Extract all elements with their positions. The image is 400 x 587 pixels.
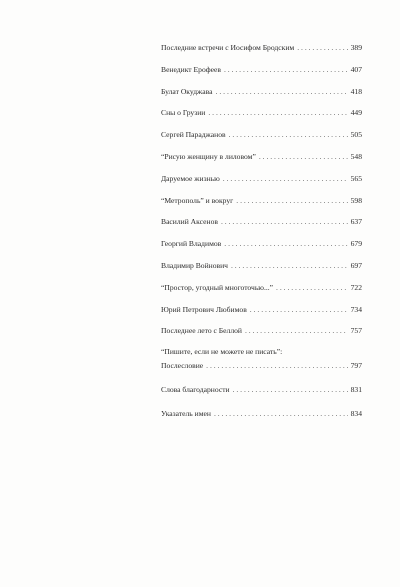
toc-entry-page: 637 bbox=[350, 217, 362, 227]
dot-leader bbox=[236, 193, 347, 209]
dot-leader bbox=[233, 382, 348, 398]
toc-entry-page: 505 bbox=[350, 130, 362, 140]
dot-leader bbox=[206, 358, 347, 374]
epilogue-heading-text: “Пишите, если не можете не писать”: bbox=[161, 347, 283, 357]
dot-leader bbox=[221, 214, 348, 230]
toc-entry-title: Булат Окуджава bbox=[161, 86, 213, 96]
toc-entry bbox=[161, 302, 362, 318]
toc-entry bbox=[161, 62, 362, 78]
toc-entry-title: Последние встречи с Иосифом Бродским bbox=[161, 43, 295, 52]
toc-entry-page: 757 bbox=[350, 326, 362, 336]
toc-entry bbox=[161, 127, 362, 143]
toc-entry bbox=[161, 236, 362, 252]
toc-entry-page: 389 bbox=[350, 43, 362, 52]
toc-entry-page: 797 bbox=[350, 361, 362, 371]
toc-entry-title: Владимир Войнович bbox=[161, 260, 228, 270]
dot-leader bbox=[216, 84, 348, 100]
toc-entry bbox=[161, 84, 362, 100]
toc-entry-title: Последнее лето с Беллой bbox=[161, 326, 242, 336]
dot-leader bbox=[208, 105, 347, 121]
dot-leader bbox=[297, 40, 347, 56]
toc-entry-title: Георгий Владимов bbox=[161, 239, 222, 249]
dot-leader bbox=[223, 171, 348, 187]
toc-entry-title: Венедикт Ерофеев bbox=[161, 64, 221, 74]
toc-entry-page: 697 bbox=[350, 260, 362, 270]
toc-entry bbox=[161, 258, 362, 274]
toc-entry-title: “Метрополь” и вокруг bbox=[161, 195, 234, 205]
toc-entry bbox=[161, 323, 362, 339]
toc-entry bbox=[161, 193, 362, 209]
toc-entry-page: 734 bbox=[350, 304, 362, 314]
toc-entry bbox=[161, 149, 362, 165]
dot-leader bbox=[276, 280, 348, 296]
toc-entry-title: Василий Аксенов bbox=[161, 217, 218, 227]
dot-leader bbox=[224, 62, 348, 78]
toc-entry-page: 722 bbox=[350, 282, 362, 292]
toc-entry bbox=[161, 40, 362, 56]
toc-entry bbox=[161, 280, 362, 296]
dot-leader bbox=[224, 236, 347, 252]
toc-entry-index bbox=[161, 406, 362, 422]
dot-leader bbox=[259, 149, 348, 165]
dot-leader bbox=[229, 127, 348, 143]
dot-leader bbox=[250, 302, 348, 318]
toc-entry-acknowledgements bbox=[161, 382, 362, 398]
toc-entry-title: Слова благодарности bbox=[161, 385, 230, 395]
toc-entry bbox=[161, 105, 362, 121]
toc-entry-epilogue bbox=[161, 358, 362, 374]
toc-entry-page: 418 bbox=[350, 86, 362, 96]
toc-entry-title: “Простор, угодный многоточью...” bbox=[161, 282, 274, 292]
toc-entry bbox=[161, 214, 362, 230]
toc-entry-title: Указатель имен bbox=[161, 409, 211, 419]
toc-entry-page: 679 bbox=[350, 239, 362, 249]
dot-leader bbox=[231, 258, 348, 274]
toc-entry-page: 449 bbox=[350, 108, 362, 118]
toc-entry-title: “Рисую женщину в лиловом” bbox=[161, 151, 256, 161]
toc-entry-page: 548 bbox=[350, 151, 362, 161]
epilogue-heading bbox=[161, 345, 362, 358]
toc-entry-title: Сны о Грузии bbox=[161, 108, 206, 118]
toc-entry-title: Сергей Параджанов bbox=[161, 130, 226, 140]
toc-entry-title: Послесловие bbox=[161, 361, 204, 371]
toc-entry-title: Даруемое жизнью bbox=[161, 173, 220, 183]
table-of-contents bbox=[161, 40, 362, 428]
dot-leader bbox=[245, 323, 348, 339]
toc-entry bbox=[161, 171, 362, 187]
toc-entry-page: 834 bbox=[350, 409, 362, 419]
toc-entry-page: 598 bbox=[350, 195, 362, 205]
toc-entry-page: 565 bbox=[350, 173, 362, 183]
toc-entry-title: Юрий Петрович Любимов bbox=[161, 304, 247, 314]
toc-entry-page: 831 bbox=[350, 385, 362, 395]
dot-leader bbox=[214, 406, 348, 422]
toc-entry-page: 407 bbox=[350, 64, 362, 74]
